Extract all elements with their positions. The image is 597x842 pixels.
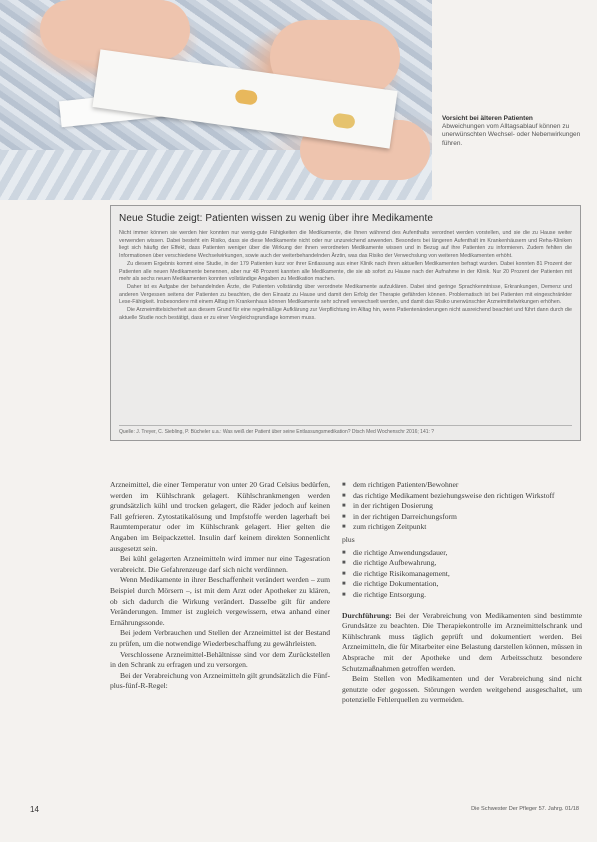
plus-label: plus (342, 534, 355, 544)
body-paragraph: Arzneimittel, die einer Temperatur von unter 20 Grad Celsius bedürfen, werden im Kühlschrank gelagert. Kühlschrankmengen werden grundsätzlich kühl und trocken gelagert, die Räder jedoch auf keinen Fall gefrieren. Zytostatikalösung und Impfstoffe werden lagerhaft bei Raumtemperatur oder im Kühlschrank gelagert. Hier gelten die Angaben im Beipackzettel. Insulin darf keinem direkten Sonnenlicht ausgesetzt sein. (110, 480, 330, 553)
caption-title: Vorsicht bei älteren Patienten (442, 115, 533, 122)
right-column (342, 480, 582, 706)
box-title: Neue Studie zeigt: Patienten wissen zu wenig über ihre Medikamente (119, 213, 433, 224)
caption-body: Abweichungen vom Alltagsablauf können zu unerwünschten Wechsel- oder Nebenwirkungen führen. (442, 123, 581, 147)
body-paragraph: Bei kühl gelagerten Arzneimitteln wird immer nur eine Tagesration verabreicht. Die Gefahrenzeuge darf sich nicht verdünnen. (110, 554, 330, 574)
list-item: ■ dem richtigen Patienten/Bewohner (342, 480, 582, 491)
rule-list-secondary (342, 548, 582, 601)
box-paragraph: Daher ist es Aufgabe der behandelnden Ärzte, die Patienten vollständig über verordnete Medikamente aufzuklären. Dabei sind geringe Sprachkenntnisse, Erkrankungen, Demenz und anderen Vergessen seitens der Patienten zu beachten, die den Einsatz zu Hause und damit den Erfolg der Therapie gefährden können. Problematisch ist bei Patienten mit eingeschränkter Lese-Fähigkeit. Insbesondere mit einem Alltag im Krankenhaus können Medikamente sehr schnell verwechselt werden, und damit das Risiko unerwünschter Arzneimittelwirkungen erhöhen. (119, 283, 572, 306)
body-paragraph: Bei der Verabreichung von Arzneimitteln gilt grundsätzlich die Fünf-plus-fünf-R-Regel: (110, 670, 330, 691)
body-paragraph: Bei jedem Verbrauchen und Stellen der Arzneimittel ist der Bestand zu prüfen, um die notwendige Wiederbeschaffung zu gewährleisten. (110, 628, 330, 648)
photo-pill (234, 89, 258, 106)
photo-pill (332, 113, 356, 130)
journal-reference: Die Schwester Der Pfleger 57. Jahrg. 01/18 (471, 806, 579, 812)
header-photo (0, 0, 432, 200)
body-paragraph: Wenn Medikamente in ihrer Beschaffenheit verändert werden – zum Beispiel durch Mörsern –, ist mit dem Arzt oder Apotheker zu klären, ob sich dadurch die Wirkung verändert. Dasselbe gilt für andere Veränderungen. Immer ist zugleich vergewissern, etwa anhand einer Ernährungssonde. (110, 575, 330, 627)
photo-caption (442, 115, 582, 148)
list-item: ■ zum richtigen Zeitpunkt (342, 522, 582, 533)
list-item: ■ die richtige Risikomanagement, (342, 569, 582, 580)
box-paragraph: Die Arzneimittelsicherheit aus diesem Grund für eine regelmäßige Aufklärung zur Verpflichtung im Alltag hin, wenn Patientenänderungen nicht ausreichend beachtet und führt dann durch die aktuelle Studie noch bestätigt, dass er zu einer Vergleichsgrundlage kommen muss. (119, 307, 572, 321)
rule-list-primary (342, 480, 582, 533)
study-info-box (110, 205, 581, 441)
list-item: ■ die richtige Entsorgung. (342, 590, 582, 601)
list-item: ■ die richtige Dokumentation, (342, 579, 582, 590)
body-paragraph: Verschlossene Arzneimittel-Behältnisse sind vor dem Zurückstellen in den Schrank zu erfragen und zu versorgen. (110, 649, 330, 670)
list-item: ■ in der richtigen Darreichungsform (342, 512, 582, 523)
paragraph-text: Bei der Verabreichung von Medikamenten sind bestimmte Grundsätze zu beachten. Die Therapiekontrolle im Arzneimittelschrank und Kühlschrank muss täglich geprüft und dokumentiert werden. Bei Arzneimitteln, die für Mitarbeiter eine Belastung darstellen können, müssen in Absprache mit der Apotheke und dem Arbeitsschutz besondere Schutzmaßnahmen getroffen werden. (342, 610, 582, 673)
box-source: Quelle: J. Treyer, C. Siebling, P. Bücheler u.a.: Was weiß der Patient über seine Entlassungsmedikation? Dtsch Med Wochenschr 2016; 141: ? (119, 425, 572, 435)
list-item: ■ das richtige Medikament beziehungsweise den richtigen Wirkstoff (342, 491, 582, 502)
list-item: ■ die richtige Aufbewahrung, (342, 558, 582, 569)
page-number: 14 (30, 805, 39, 814)
list-item: ■ die richtige Anwendungsdauer, (342, 548, 582, 559)
box-paragraph: Zu diesem Ergebnis kommt eine Studie, in der 179 Patienten kurz vor ihrer Entlassung aus einer Klinik nach ihren aktuellen Medikamenten befragt wurden. Dabei konnten 81 Prozent der Patienten alle neuen Medikamente benennen, aber nur 48 Prozent kannten alle Medikamente, die sie ab sofort zu Hause nach der Aufnahme in der Klinik. Nur 20 Prozent der Patienten mit mehr als sechs neuen Medikamenten konnten vollständige Angaben zu Medikation machen. (119, 260, 572, 283)
box-paragraph: Nicht immer können sie werden hier konnten nur wenig-gute Fähigkeiten die Medikamente, die Ihnen während des Aufenthalts verordnet werden vorstellen, und sie die zu Hause weiter verwenden wissen. Dabei besteht ein Risiko, dass sie diese Medikamente nicht oder nur unzureichend anwenden. Besonders bei längeren Aufenthalt im Krankenhäusern und Reha-Kliniken liegt sich häufig der Effekt, dass Patienten weniger über die Wirkung der ihnen verordneten Medikamente wissen und in Bezug auf ihre Patienten zu informieren. Zudem fehlten die Informationen über verschiedene Wechselwirkungen, sowie auch der weiterbehandelnden Ärztin, was das Risiko der Verwechslung von weiteren Medikamenten erhöht. (119, 230, 572, 260)
body-paragraph: Beim Stellen von Medikamenten und der Verabreichung sind nicht genutzte oder gegossen. Störungen werden weitgehend ausgeschaltet, um potenzielle Fehlerquellen zu vermeiden. (342, 674, 582, 705)
left-column (110, 480, 330, 692)
list-item: ■ in der richtigen Dosierung (342, 501, 582, 512)
paragraph-lead: Durchführung: (342, 610, 392, 620)
body-paragraph (342, 611, 582, 675)
